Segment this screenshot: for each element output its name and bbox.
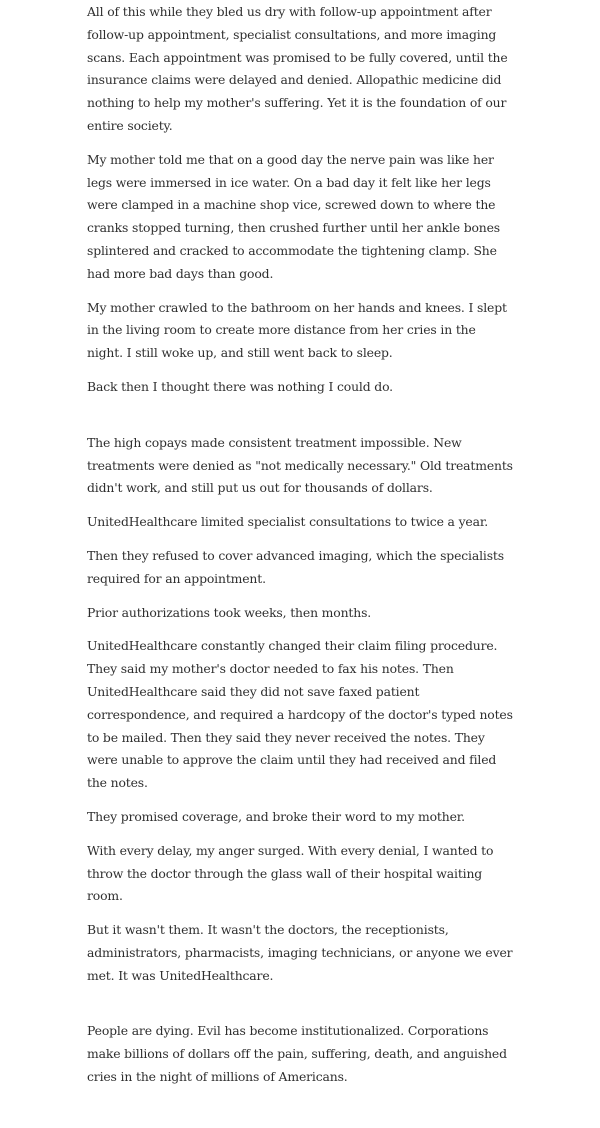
paragraph: They promised coverage, and broke their word to my mother. — [87, 808, 465, 824]
paragraph: People are dying. Evil has become institutionalized. Corporations make billions of dollars off the pain, suffering, death, and anguished cries in the night of millions of Americans. — [87, 1023, 507, 1085]
paragraph: The high copays made consistent treatment impossible. New treatments were denied as "not medically necessary." Old treatments didn't work, and still put us out for thousands of dollars. — [87, 434, 513, 496]
paragraph: My mother told me that on a good day the nerve pain was like her legs were immersed in ice water. On a bad day it felt like her legs were clamped in a machine shop vice, screwed down to where the cranks stopped turning, then crushed further until her ankle bones splintered and cracked to accommodate the tightening clamp. She had more bad days than good. — [87, 151, 501, 281]
paragraph: Then they refused to cover advanced imaging, which the specialists required for an appointment. — [87, 547, 504, 586]
paragraph: Back then I thought there was nothing I could do. — [87, 378, 393, 394]
paragraph: Prior authorizations took weeks, then months. — [87, 604, 372, 620]
paragraph: But it wasn't them. It wasn't the doctors, the receptionists, administrators, pharmacists, imaging technicians, or anyone we ever met. It was UnitedHealthcare. — [87, 922, 513, 983]
paragraph: UnitedHealthcare constantly changed their claim filing procedure. They said my mother's doctor needed to fax his notes. Then UnitedHealthcare said they did not save faxed patient correspondence, and required a hardcopy of the doctor's typed notes to be mailed. Then they said they never received the notes. They were unable to approve the claim until they had received and filed the notes. — [87, 638, 513, 791]
paragraph: My mother crawled to the bathroom on her hands and knees. I slept in the living room to create more distance from her cries in the night. I still woke up, and still went back to sleep. — [87, 299, 507, 361]
paragraph: All of this while they bled us dry with follow-up appointment after follow-up appointment, specialist consultations, and more imaging scans. Each appointment was promised to be fully covered, until the insurance claims were delayed and denied. Allopathic medicine did nothing to help my mother's suffering. Yet it is the foundation of our entire society. — [87, 4, 508, 133]
paragraph: With every delay, my anger surged. With every denial, I wanted to throw the doctor through the glass wall of their hospital waiting room. — [87, 842, 494, 904]
paragraph: UnitedHealthcare limited specialist consultations to twice a year. — [87, 514, 489, 530]
article-body — [87, 0, 515, 1100]
